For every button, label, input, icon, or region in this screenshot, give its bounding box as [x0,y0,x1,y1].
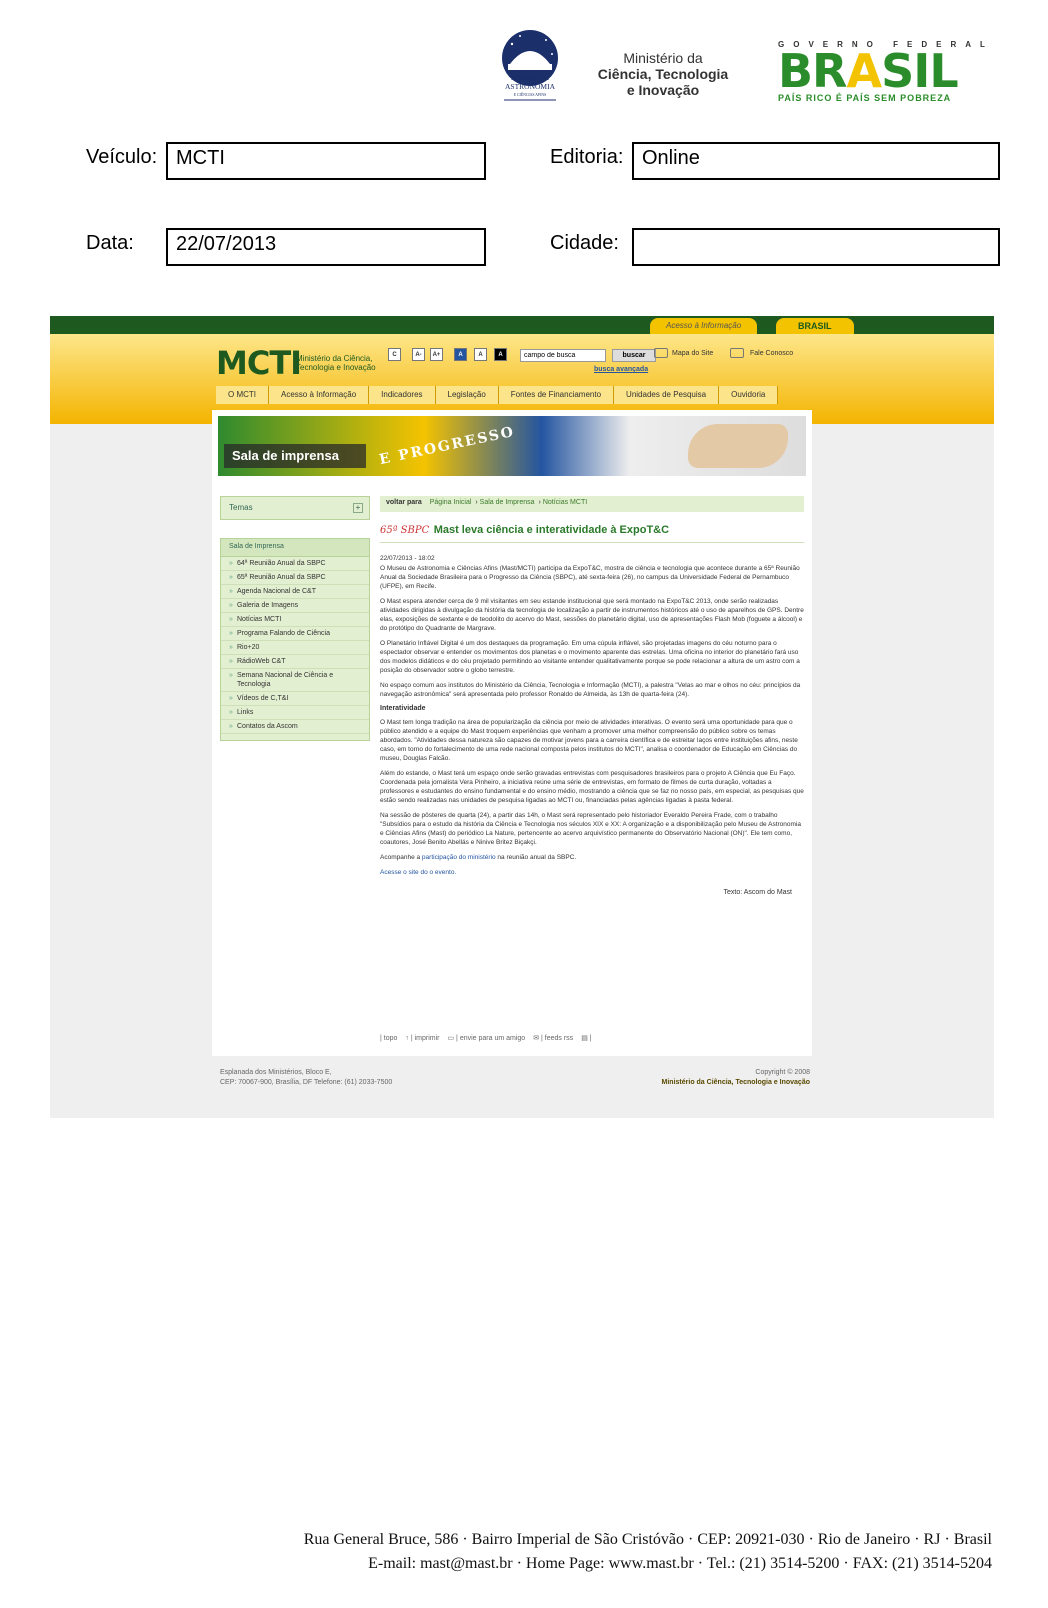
sidebar-item-noticias[interactable]: » Notícias MCTI [221,613,369,627]
acesso-informacao-tab[interactable]: Acesso à Informação [650,318,757,334]
sidebar-item-65-reuniao[interactable]: » 65ª Reunião Anual da SBPC [221,571,369,585]
veiculo-label: Veículo: [86,146,158,168]
fale-conosco-link[interactable]: Fale Conosco [750,350,794,357]
sala-imprensa-menu [220,538,370,741]
temas-label: Temas [229,503,253,512]
editoria-label: Editoria: [550,146,624,168]
brasil-tagline: PAÍS RICO É PAÍS SEM POBREZA [778,93,952,103]
sidebar-item-radioweb[interactable]: » RádioWeb C&T [221,655,369,669]
header-logos [490,28,1000,112]
nav-legislacao[interactable]: Legislação [436,386,499,404]
site-footer-address: Esplanada dos Ministérios, Bloco E, CEP: 70067-900, Brasília, DF Telefone: (61) 2033-7500 [220,1069,393,1086]
cidade-label: Cidade: [550,232,619,254]
mapa-do-site-link[interactable]: Mapa do Site [672,350,714,357]
temas-box[interactable] [220,496,370,520]
pen-hand-image [688,424,788,468]
sidebar-item-galeria[interactable]: » Galeria de Imagens [221,599,369,613]
breadcrumb-item-sala-imprensa[interactable]: Sala de Imprensa [479,499,535,506]
participacao-ministerio-link[interactable]: participação do ministério [421,854,496,861]
busca-avancada-link[interactable]: busca avançada [594,366,649,373]
font-decrease-button[interactable]: A- [412,348,425,361]
museu-astronomia-logo [490,28,570,108]
article-paragraph-3: O Planetário Inflável Digital é um dos destaques da programação. Em uma cúpula inflável, são projetadas imagens do céu noturno para o espectador observar e entender os movimentos dos planetas e o movimento aparente das estrelas. Uma oficina no interior do planetário fará uso dos modelos didáticos e do céu projetado permitindo ao visitante entender qualitativamente porque se pode relacionar a altura de um astro com a posição do observador sobre o globo terrestre. [380,640,800,674]
sidebar-item-links[interactable]: » Links [221,706,369,720]
address-line-1: Rua General Bruce, 586 · Bairro Imperial de São Cristóvão · CEP: 20921-030 · Rio de Janeiro · RJ · Brasil [303,1531,992,1548]
governo-federal-text: GOVERNO FEDERAL [778,40,994,49]
governo-federal-brasil-logo [778,40,996,112]
article-paragraph-1: O Museu de Astronomia e Ciências Afins (Mast/MCTI) participa da ExpoT&C, mostra de ciência e tecnologia que acontece durante a 65ª Reunião Anual da Sociedade Brasileira para o Progresso da Ciência (SBPC), até sexta-feira (26), no campus da Universidade Federal de Pernambuco (UFPE), em Recife. [380,565,800,590]
article-subheading: Interatividade [380,705,426,712]
imprimir-link[interactable]: imprimir [414,1035,440,1042]
expand-plus-icon[interactable]: + [353,503,363,513]
sala-imprensa-heading: Sala de Imprensa [221,539,369,557]
banner-title: Sala de imprensa [232,448,339,463]
envelope-icon [730,348,744,358]
site-footer-copyright: Copyright © 2008 Ministério da Ciência, Tecnologia e Inovação [661,1069,810,1086]
museu-logo-line2: ASTRONOMIA [504,82,556,91]
cidade-field[interactable] [632,228,1000,266]
ministerio-line2: Ciência, Tecnologia [597,66,729,82]
search-input[interactable] [520,349,606,362]
breadcrumb-item-noticias[interactable]: Notícias MCTI [542,499,588,506]
article-datetime: 22/07/2013 - 18:02 [380,555,435,562]
article-paragraph-8: Acompanhe a participação do ministério na reunião anual da SBPC. [380,854,577,861]
article-headline: Mast leva ciência e interatividade à ExpoT&C [433,524,670,536]
mcti-logo[interactable]: MCTI [216,344,302,382]
address-line-2: E-mail: mast@mast.br · Home Page: www.mast.br · Tel.: (21) 3514-5200 · FAX: (21) 3514-5204 [368,1555,992,1572]
article-paragraph-7: Na sessão de pôsteres de quarta (24), a partir das 14h, o Mast será representado pelo historiador Everaldo Pereira Frade, com o trabalho "Subsídios para o estudo da história da Ciência e Tecnologia nos séculos XIX e XX: A organização e a disponibilização pelo Museu de Astronomia e Ciências Afins (Mast) do periódico La Nature, pertencente ao acervo arquivístico permanente do Observatório Nacional (ON)". Ele tem como, coautores, José Benito Abellás e Ninive Britez Biçakçi. [380,812,801,846]
buscar-button[interactable]: buscar [612,349,656,362]
brasil-tab[interactable]: BRASIL [776,318,854,334]
envie-amigo-link[interactable]: envie para um amigo [459,1035,526,1042]
data-field[interactable]: 22/07/2013 [166,228,486,266]
data-label: Data: [86,232,134,254]
museu-logo-line1: MUSEU DE [510,73,550,82]
breadcrumb: voltar para Página Inicial › Sala de Imprensa › Notícias MCTI [380,496,804,512]
article-tools: | topo ↑ | imprimir ▭ | envie para um amigo ✉ | feeds rss ▤ | [380,1035,592,1042]
sidebar-item-videos[interactable]: » Vídeos de C,T&I [221,692,369,706]
sidebar-item-semana-nacional[interactable]: » Semana Nacional de Ciência e Tecnologia [221,669,369,692]
museu-logo-line3: E CIÊNCIAS AFINS [513,93,547,97]
content-area [212,410,812,1056]
sbpc-badge: 65ª SBPC [380,525,430,536]
contrast-button[interactable]: C [388,348,401,361]
sidebar-item-rio20[interactable]: » Rio+20 [221,641,369,655]
theme-blue-button[interactable]: A [454,348,467,361]
font-increase-button[interactable]: A+ [430,348,443,361]
sidebar-item-contatos[interactable]: » Contatos da Ascom [221,720,369,734]
article-credit: Texto: Ascom do Mast [723,889,792,896]
nav-ouvidoria[interactable]: Ouvidoria [719,386,778,404]
topo-link[interactable]: topo [383,1035,398,1042]
acesse-site-evento-link[interactable]: Acesse o site do o evento. [380,869,457,876]
nav-acesso-informacao[interactable]: Acesso à Informação [269,386,369,404]
article-paragraph-4: No espaço comum aos institutos do Ministério da Ciência, Tecnologia e Informação (MCTI), a palestra "Velas ao mar e olhos no céu: princípios da navegação astronômica" será apresentada pelo professor Ronaldo de Almeida, às 13h de quarta-feira (24). [380,682,801,698]
main-nav [216,386,778,404]
editoria-field[interactable]: Online [632,142,1000,180]
article-paragraph-2: O Mast espera atender cerca de 9 mil visitantes em seu estande institucional que será montado na ExpoT&C 2013, onde serão realizadas atividades dirigidas à divulgação da história da tecnologia de localização a partir de instrumentos históricos até o uso de aparelhos de GPS. Dentre elas, exposições de sextante e de teodolito do acervo do Mast, sessões do planetário digital, uso de apresentações Flash Mob (foguete a álcool) e do protótipo do Quadrante de Margrave. [380,598,804,632]
ministerio-line1: Ministério da [623,50,703,66]
museum-address [0,1528,992,1576]
banner-progresso-text: E PROGRESSO [377,423,517,469]
article-column [380,496,804,896]
brasil-wordmark: BRASIL [778,44,958,98]
nav-indicadores[interactable]: Indicadores [369,386,435,404]
sitemap-icon [654,348,668,358]
feeds-rss-link[interactable]: feeds rss [544,1035,574,1042]
article-header [380,520,804,543]
website-screenshot [50,316,994,1118]
article-paragraph-5: O Mast tem longa tradição na área de popularização da ciência por meio de atividades interativas. O evento será uma oportunidade para que o público atendido e a equipe do Mast troquem experiências que venham a promover uma melhor compreensão do público sobre os temas abordados. "Atividades dessa natureza são capazes de motivar jovens para a carreira científica e de estreitar laços entre instituições afins, neste caso, em torno do fortalecimento de uma rede nacional composta pelos institutos do MCTI", analisa o coordenador de Educação em Ciências do museu, Douglas Falcão. [380,719,798,762]
article-paragraph-6: Além do estande, o Mast terá um espaço onde serão gravadas entrevistas com pesquisadores brasileiros para o projeto A Ciência que Eu Faço. Coordenada pela jornalista Vera Pinheiro, a iniciativa reúne uma série de entrevistas, em formato de filmes de curta duração, voltadas a professores e estudantes do ensino fundamental e do ensino médio, mostrando a ciência que se faz no nosso país, em especial, as pesquisas que estão sendo realizadas nas unidades de pesquisa ligadas ao MCTI ou, financiadas pelas agências ligadas à pasta federal. [380,770,804,804]
sidebar-item-agenda[interactable]: » Agenda Nacional de C&T [221,585,369,599]
sidebar-item-64-reuniao[interactable]: » 64ª Reunião Anual da SBPC [221,557,369,571]
breadcrumb-item-pagina-inicial[interactable]: Página Inicial [429,499,472,506]
theme-white-button[interactable]: A [474,348,487,361]
sala-imprensa-banner [218,416,806,476]
veiculo-field[interactable]: MCTI [166,142,486,180]
nav-fontes-financiamento[interactable]: Fontes de Financiamento [499,386,614,404]
sidebar-item-falando-ciencia[interactable]: » Programa Falando de Ciência [221,627,369,641]
ministerio-logo-text [588,50,738,98]
theme-black-button[interactable]: A [494,348,507,361]
mcti-logo-subtitle: Ministério da Ciência, Tecnologia e Inovação [296,354,376,372]
ministerio-line3: e Inovação [626,82,700,98]
nav-unidades-pesquisa[interactable]: Unidades de Pesquisa [614,386,719,404]
sidebar [220,496,370,741]
breadcrumb-label: voltar para [386,499,422,506]
nav-o-mcti[interactable]: O MCTI [216,386,269,404]
